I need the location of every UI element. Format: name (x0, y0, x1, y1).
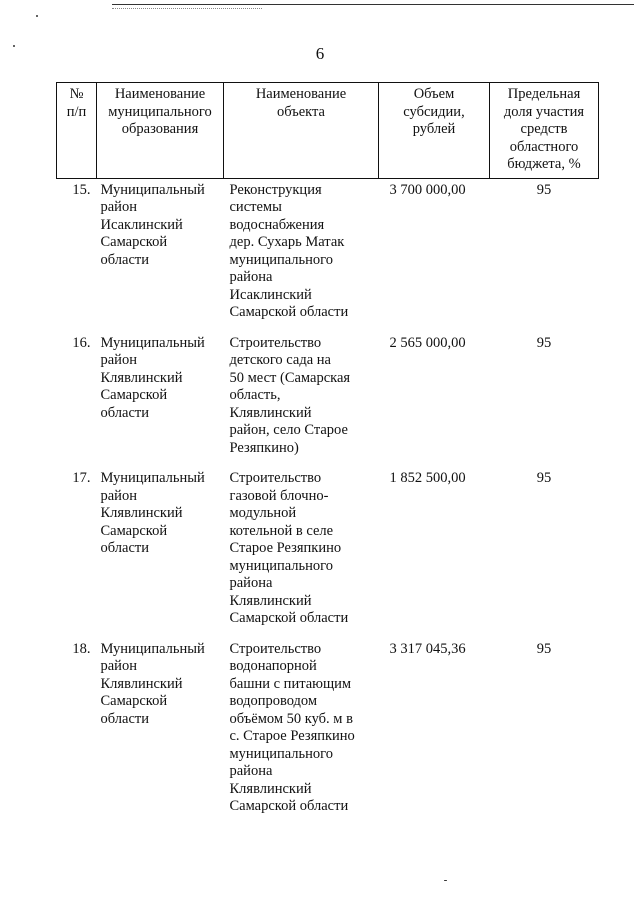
row-municipality: Муниципальный район Исаклинский Самарской области (100, 181, 205, 268)
table-body (57, 178, 599, 826)
row-number: 15. (72, 181, 91, 198)
row-amount: 1 852 500,00 (389, 470, 466, 486)
table-header (57, 83, 599, 179)
table-row (57, 638, 599, 826)
row-share: 95 (536, 640, 552, 657)
subsidy-table (56, 82, 599, 826)
header-municipality: Наименование муниципального образования (97, 83, 224, 179)
row-amount: 3 700 000,00 (389, 181, 466, 198)
table-row (57, 332, 599, 468)
row-share: 95 (536, 181, 552, 198)
row-amount: 3 317 045,36 (389, 640, 466, 657)
row-object: Строительство газовой блочно- модульной котельной в селе Старое Резяпкино муниципального района Клявлинский Самарской области (229, 470, 349, 626)
scan-speck (36, 15, 38, 17)
row-share: 95 (536, 334, 552, 351)
row-municipality: Муниципальный район Клявлинский Самарской области (100, 470, 205, 556)
row-object: Строительство водонапорной башни с питающим водопроводом объёмом 50 куб. м в с. Старое Резяпкино муниципального района Клявлинский Самарской области (229, 640, 355, 814)
row-amount: 2 565 000,00 (389, 334, 466, 351)
row-object: Строительство детского сада на 50 мест (Самарская область, Клявлинский район, село Старое Резяпкино) (229, 334, 351, 456)
row-object: Реконструкция системы водоснабжения дер. Сухарь Матак муниципального района Исаклинский Самарской области (229, 181, 349, 320)
header-row (57, 83, 599, 179)
row-number: 18. (72, 640, 91, 657)
header-amount: Объем субсидии, рублей (379, 83, 490, 179)
row-number: 16. (72, 334, 91, 351)
top-edge-rule (112, 4, 634, 5)
row-number: 17. (72, 470, 91, 486)
table-row (57, 178, 599, 332)
header-object: Наименование объекта (224, 83, 379, 179)
row-municipality: Муниципальный район Клявлинский Самарской области (100, 334, 205, 421)
top-edge-scan-artifact (112, 8, 262, 9)
header-number: № п/п (57, 83, 97, 179)
table-row (57, 467, 599, 638)
row-share: 95 (536, 470, 552, 486)
page-number: 6 (315, 44, 325, 63)
scan-speck (444, 880, 447, 881)
row-municipality: Муниципальный район Клявлинский Самарской области (100, 640, 205, 727)
header-share: Предельная доля участия средств областного бюджета, % (490, 83, 599, 179)
